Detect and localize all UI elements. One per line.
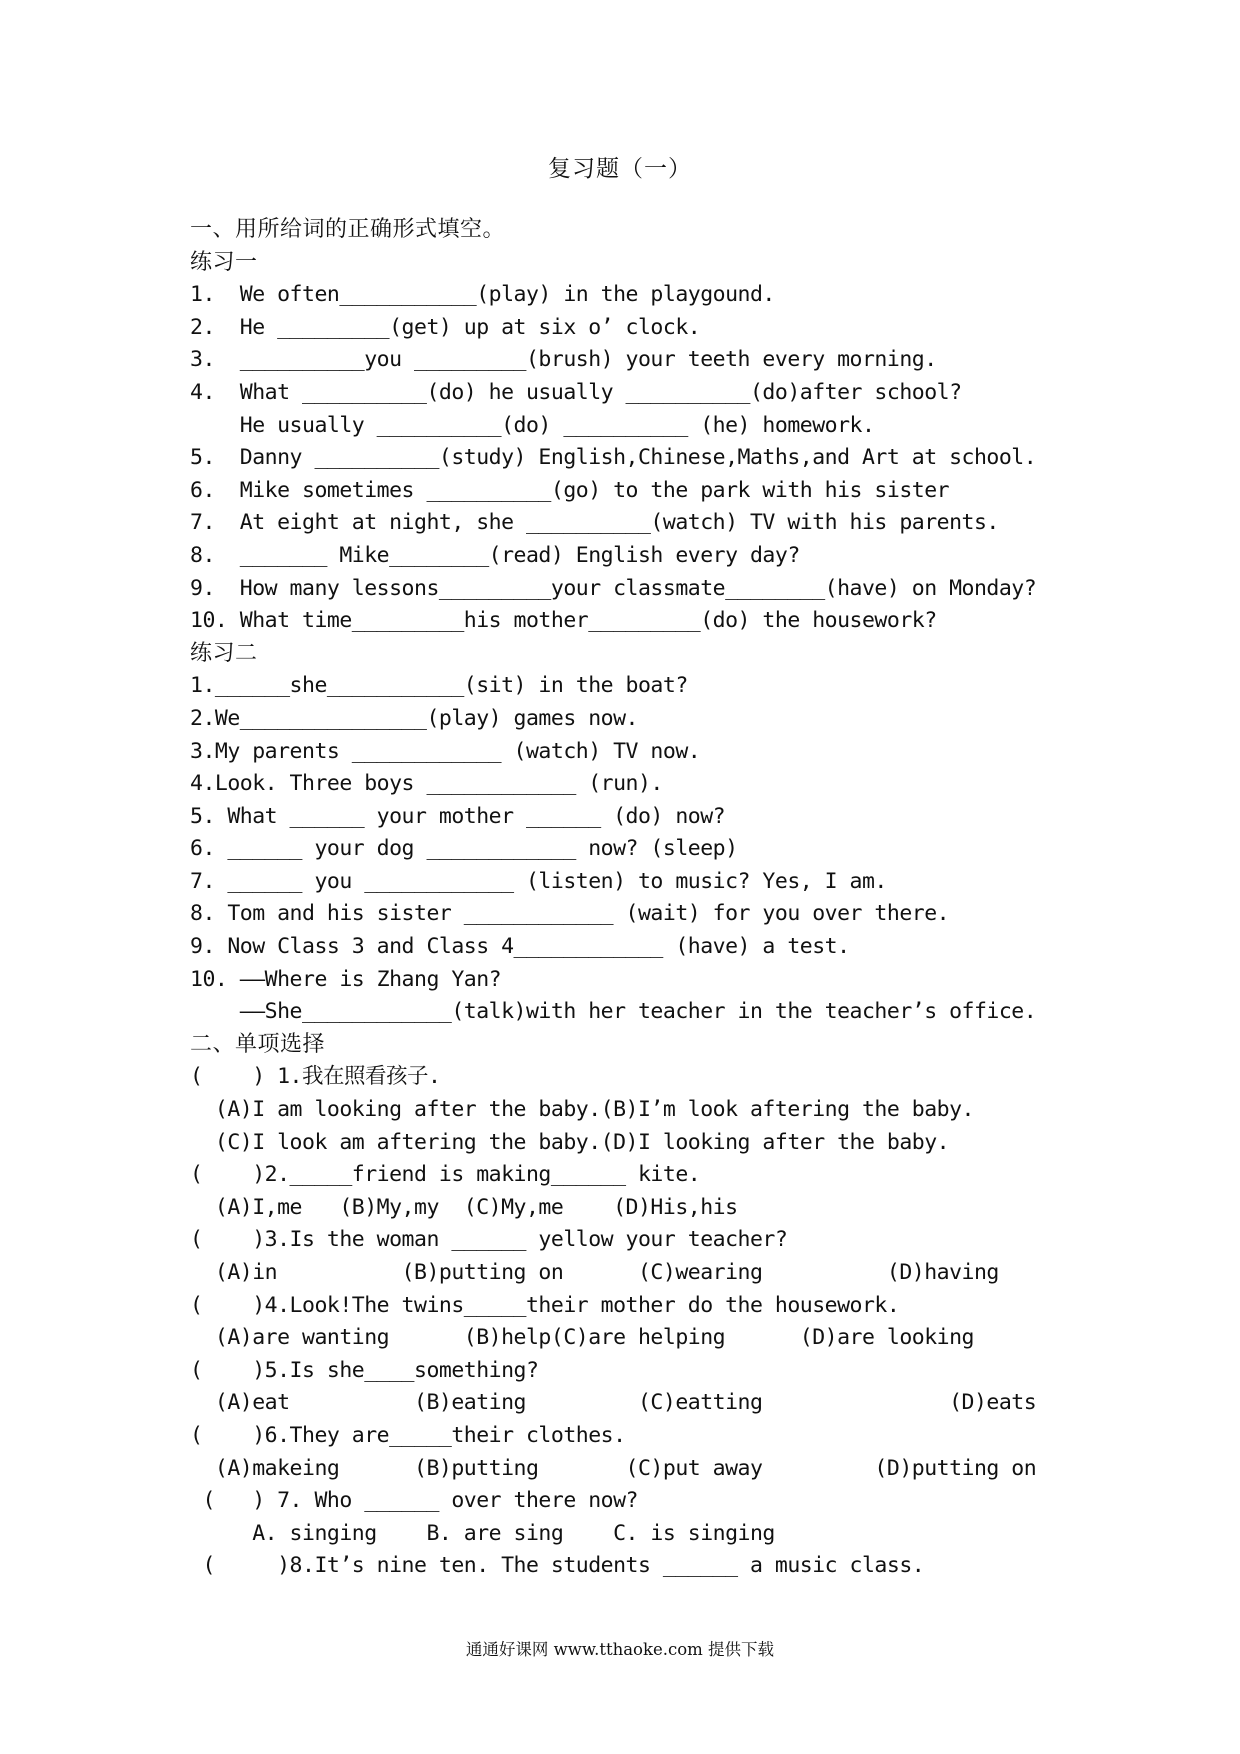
choice-question: ( )2._____friend is making______ kite. (190, 1162, 701, 1188)
worksheet-content (190, 214, 1090, 1583)
choice-question: ( )4.Look!The twins_____their mother do the housework. (190, 1292, 900, 1318)
choice-options: (A)in (B)putting on (C)wearing (D)having (190, 1260, 999, 1285)
multiple-choice-list (190, 1061, 1090, 1583)
choice-options: A. singing B. are sing C. is singing (190, 1520, 775, 1546)
exercise-item: 9. How many lessons_________your classmate________(have) on Monday? (190, 575, 1037, 601)
exercise-item: 8. Tom and his sister ____________ (wait) for you over there. (190, 901, 950, 927)
choice-options: (A)I am looking after the baby.(B)I’m look aftering the baby. (190, 1097, 974, 1123)
exercise-item: ——She____________(talk)with her teacher in the teacher’s office. (190, 999, 1037, 1025)
exercise-item: 1.______she___________(sit) in the boat? (190, 673, 688, 699)
choice-options: (A)I,me (B)My,my (C)My,me (D)His,his (190, 1194, 738, 1220)
exercise-item: 10. ——Where is Zhang Yan? (190, 966, 502, 992)
exercise-item: 3.My parents ____________ (watch) TV now. (190, 738, 701, 764)
page-footer: 通通好课网 www.tthaoke.com 提供下载 (465, 1640, 775, 1659)
choice-question: ( )5.Is she____something? (190, 1357, 539, 1383)
choice-question: ( ) 7. Who ______ over there now? (190, 1488, 638, 1514)
exercise-item: He usually __________(do) __________ (he) homework. (190, 412, 875, 438)
choice-options: (A)eat (B)eating (C)eatting (D)eats (190, 1390, 1037, 1416)
choice-options: (A)are wanting (B)help(C)are helping (D)are looking (190, 1325, 974, 1351)
exercise-item: 4. What __________(do) he usually __________(do)after school? (190, 379, 962, 405)
choice-options: (C)I look am aftering the baby.(D)I looking after the baby. (190, 1129, 950, 1155)
choice-question: ( ) 1.我在照看孩子. (190, 1064, 441, 1090)
exercise-item: 2.We_______________(play) games now. (190, 705, 638, 731)
exercise-item: 8. _______ Mike________(read) English every day? (190, 542, 800, 568)
exercise-item: 6. Mike sometimes __________(go) to the park with his sister (190, 477, 950, 503)
exercise-item: 4.Look. Three boys ____________ (run). (190, 771, 663, 797)
exercise-item: 2. He _________(get) up at six o’ clock. (190, 314, 701, 340)
exercise-item: 5. Danny __________(study) English,Chinese,Maths,and Art at school. (190, 445, 1037, 471)
section2-heading: 二、单项选择 (190, 1031, 326, 1057)
exercise1-heading: 练习一 (190, 249, 258, 275)
section1-heading: 一、用所给词的正确形式填空。 (190, 217, 506, 242)
exercise-item: 7. ______ you ____________ (listen) to music? Yes, I am. (190, 868, 887, 894)
exercise-item: 6. ______ your dog ____________ now? (sleep) (190, 836, 738, 862)
exercise2-heading: 练习二 (190, 640, 258, 666)
exercise2-list (190, 670, 1090, 1029)
choice-question: ( )8.It’s nine ten. The students ______ a music class. (190, 1553, 925, 1579)
choice-question: ( )3.Is the woman ______ yellow your teacher? (190, 1227, 788, 1253)
exercise-item: 5. What ______ your mother ______ (do) now? (190, 803, 726, 829)
choice-question: ( )6.They are_____their clothes. (190, 1422, 626, 1448)
exercise-item: 3. __________you _________(brush) your teeth every morning. (190, 347, 937, 373)
page-title: 复习题（一） (548, 156, 692, 182)
exercise-item: 1. We often___________(play) in the playgound. (190, 282, 775, 308)
choice-options: (A)makeing (B)putting (C)put away (D)putting on (190, 1455, 1037, 1481)
exercise-item: 9. Now Class 3 and Class 4____________ (have) a test. (190, 934, 850, 960)
exercise-item: 7. At eight at night, she __________(watch) TV with his parents. (190, 510, 999, 536)
exercise-item: 10. What time_________his mother_________(do) the housework? (190, 608, 937, 634)
exercise1-list (190, 279, 1090, 638)
